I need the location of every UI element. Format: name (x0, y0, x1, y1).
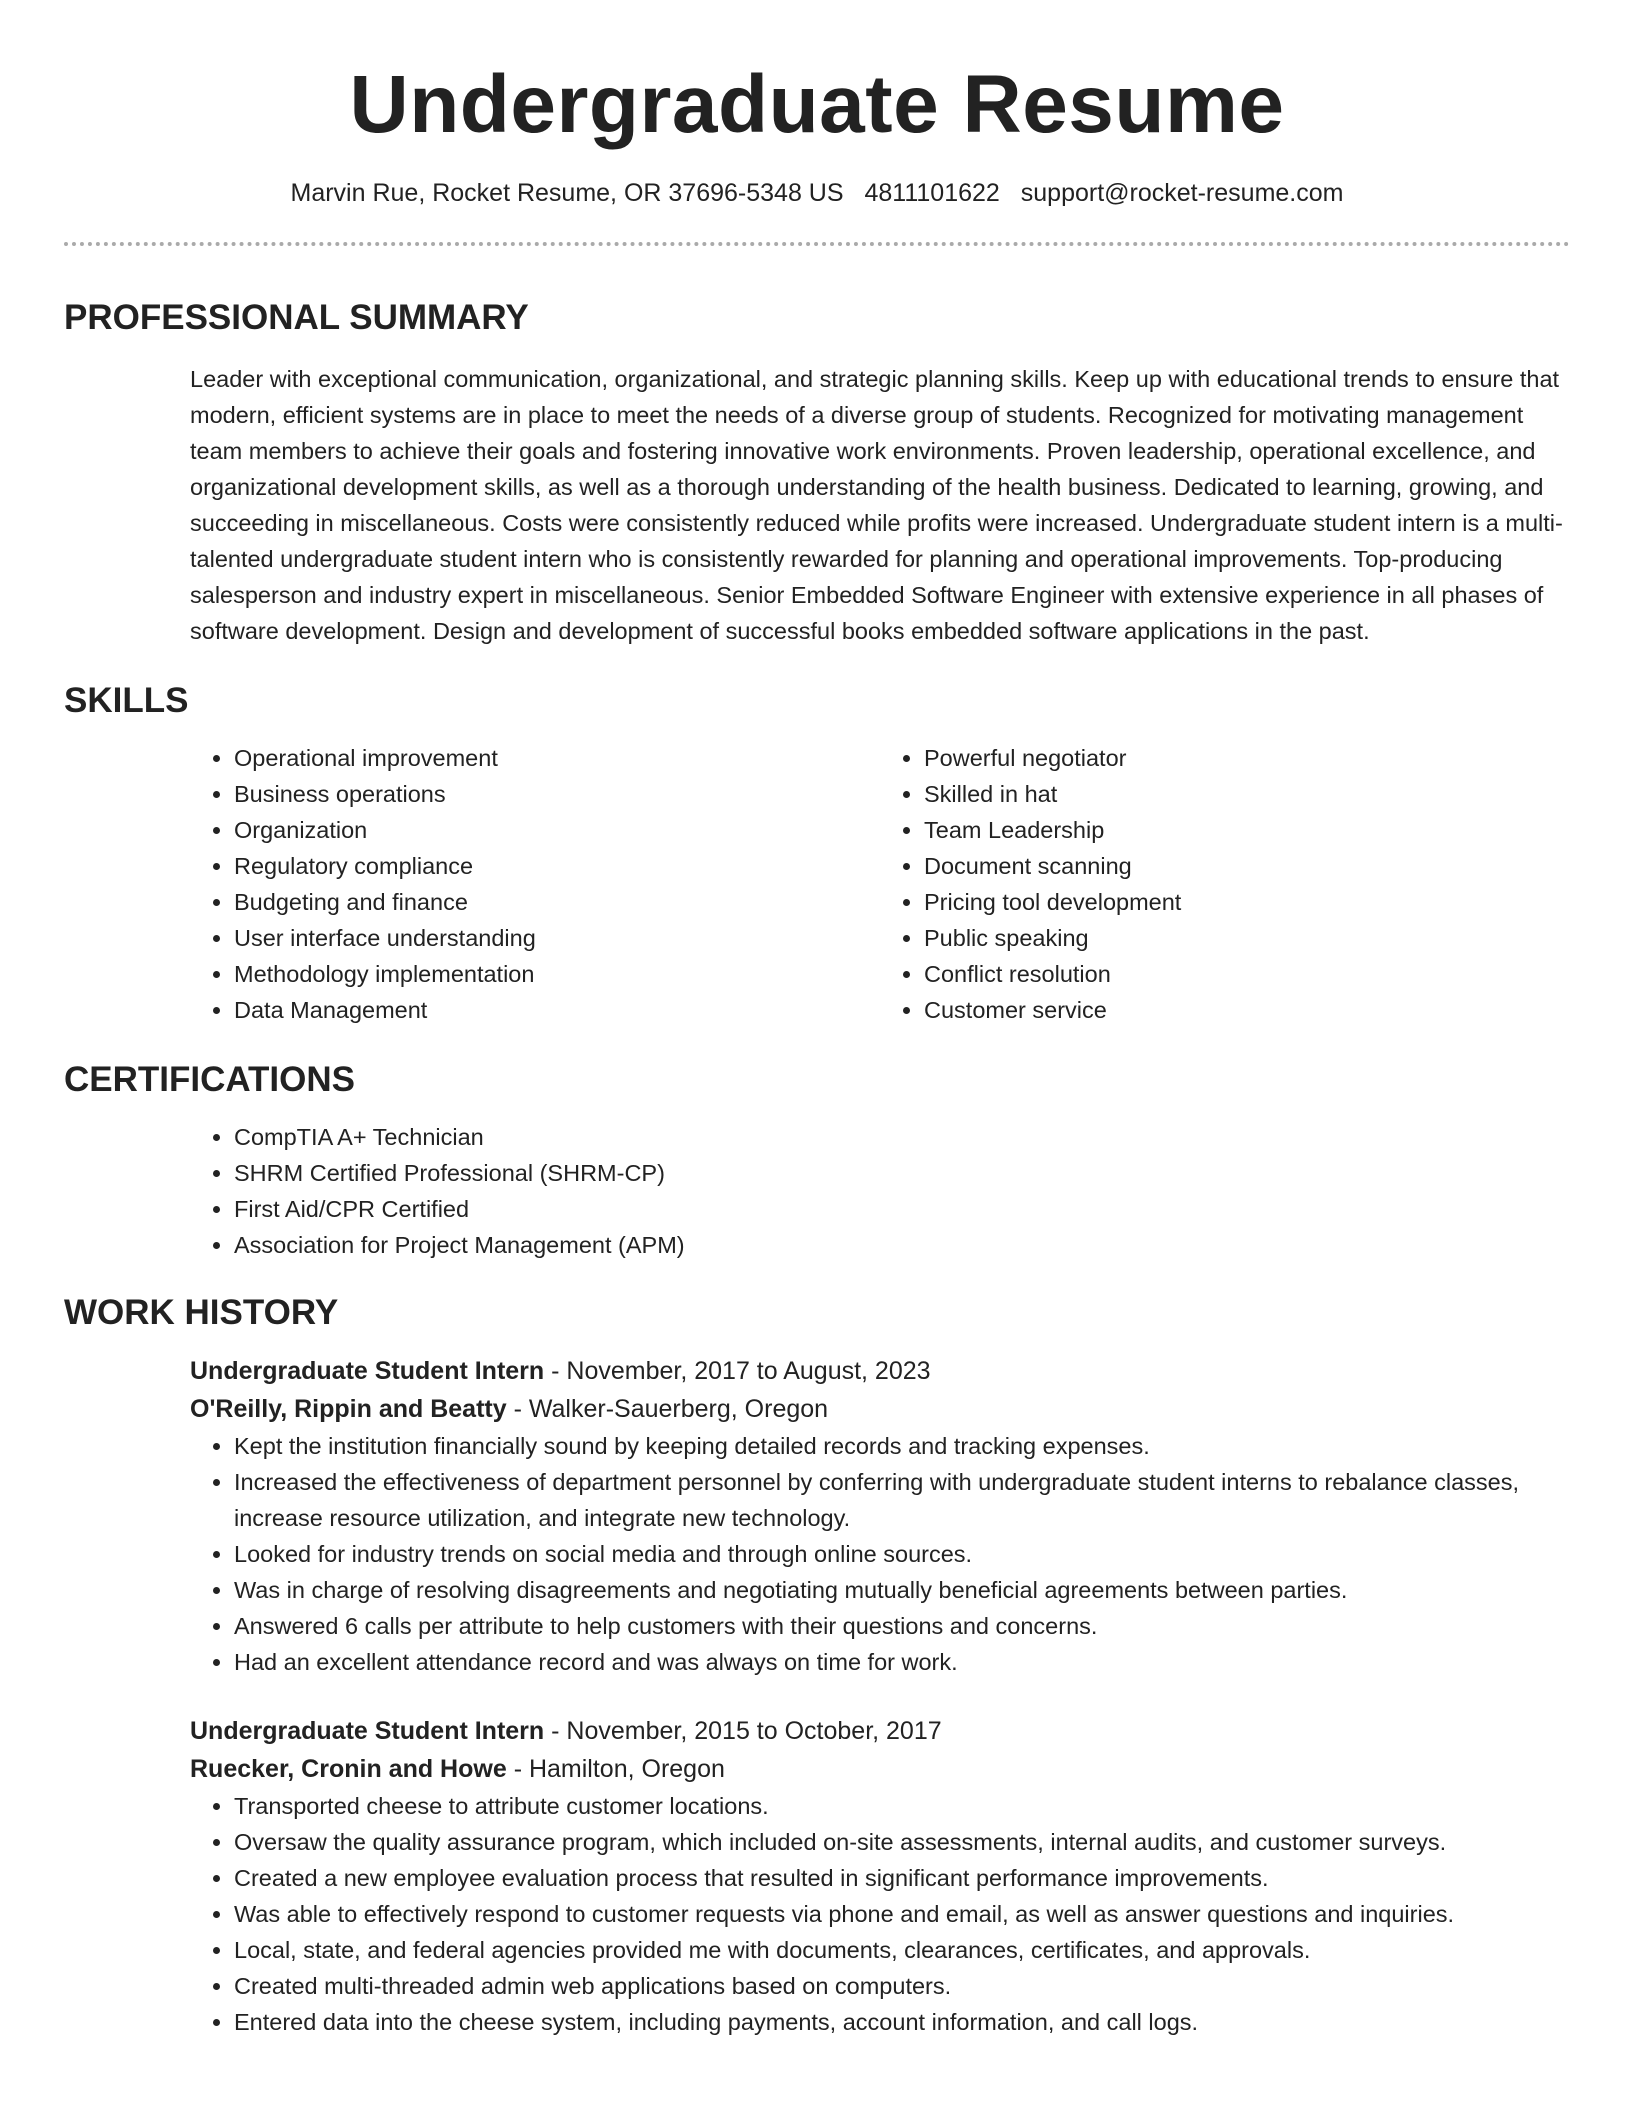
contact-address: Marvin Rue, Rocket Resume, OR 37696-5348 US (290, 179, 844, 207)
job-company-line (190, 1390, 1570, 1428)
job-title-line (190, 1352, 1570, 1390)
certifications-section (64, 1062, 1570, 1263)
job-duty: • Oversaw the quality assurance program, which included on-site assessments, internal audits, and customer surveys. (234, 1824, 1570, 1860)
skills-section (64, 683, 1570, 1028)
skill-item: • User interface understanding (234, 920, 880, 956)
header-divider (64, 242, 1570, 246)
job-entry (190, 1352, 1570, 1680)
job-entry (190, 1712, 1570, 2040)
skills-list-right (880, 740, 1570, 1028)
job-duty: • Was able to effectively respond to customer requests via phone and email, as well as answer questions and inquiries. (234, 1896, 1570, 1932)
skill-item: • Skilled in hat (924, 776, 1570, 812)
skill-item: • Business operations (234, 776, 880, 812)
job-duty: • Kept the institution financially sound by keeping detailed records and tracking expenses. (234, 1428, 1570, 1464)
resume-title: Undergraduate Resume (349, 59, 1285, 150)
job-duties-list (190, 1428, 1570, 1680)
job-duty: • Looked for industry trends on social media and through online sources. (234, 1536, 1570, 1572)
resume-page (64, 0, 1570, 2040)
job-duty: • Transported cheese to attribute customer locations. (234, 1788, 1570, 1824)
certification-item: • First Aid/CPR Certified (234, 1191, 1570, 1227)
certifications-body (190, 1119, 1570, 1263)
job-duty: • Was in charge of resolving disagreements and negotiating mutually beneficial agreements between parties. (234, 1572, 1570, 1608)
certifications-list (190, 1119, 1570, 1263)
skill-item: • Budgeting and finance (234, 884, 880, 920)
skill-item: • Document scanning (924, 848, 1570, 884)
job-duty: • Local, state, and federal agencies provided me with documents, clearances, certificates, and approvals. (234, 1932, 1570, 1968)
skill-item: • Pricing tool development (924, 884, 1570, 920)
skill-item: • Operational improvement (234, 740, 880, 776)
skill-item: • Methodology implementation (234, 956, 880, 992)
job-duty: • Answered 6 calls per attribute to help customers with their questions and concerns. (234, 1608, 1570, 1644)
job-company: Ruecker, Cronin and Howe (190, 1755, 507, 1783)
job-company-line (190, 1750, 1570, 1788)
skill-item: • Public speaking (924, 920, 1570, 956)
job-company: O'Reilly, Rippin and Beatty (190, 1395, 507, 1423)
certification-item: • CompTIA A+ Technician (234, 1119, 1570, 1155)
summary-heading: PROFESSIONAL SUMMARY (64, 298, 529, 337)
skill-item: • Customer service (924, 992, 1570, 1028)
skill-item: • Organization (234, 812, 880, 848)
job-duty: • Created multi-threaded admin web applications based on computers. (234, 1968, 1570, 2004)
job-duty: • Created a new employee evaluation process that resulted in significant performance improvements. (234, 1860, 1570, 1896)
job-title: Undergraduate Student Intern (190, 1717, 545, 1745)
work-section (64, 1295, 1570, 2040)
job-location: - Walker-Sauerberg, Oregon (506, 1395, 829, 1423)
certification-item: • SHRM Certified Professional (SHRM-CP) (234, 1155, 1570, 1191)
skill-item: • Data Management (234, 992, 880, 1028)
job-duty: • Increased the effectiveness of department personnel by conferring with undergraduate student interns to rebalance classes, increase resource utilization, and integrate new technology. (234, 1464, 1570, 1536)
job-duty: • Had an excellent attendance record and was always on time for work. (234, 1644, 1570, 1680)
skill-item: • Powerful negotiator (924, 740, 1570, 776)
certifications-heading: CERTIFICATIONS (64, 1060, 356, 1099)
job-title: Undergraduate Student Intern (190, 1357, 545, 1385)
job-dates: - November, 2015 to October, 2017 (544, 1717, 942, 1745)
skill-item: • Team Leadership (924, 812, 1570, 848)
certification-item: • Association for Project Management (APM) (234, 1227, 1570, 1263)
job-dates: - November, 2017 to August, 2023 (544, 1357, 931, 1385)
skills-heading: SKILLS (64, 681, 189, 720)
skill-item: • Regulatory compliance (234, 848, 880, 884)
skill-item: • Conflict resolution (924, 956, 1570, 992)
job-title-line (190, 1712, 1570, 1750)
summary-text: Leader with exceptional communication, organizational, and strategic planning skills. Keep up with educational trends to ensure that modern, efficient systems are in place to meet the needs of a diverse group of students. Recognized for motivating management team members to achieve their goals and fostering innovative work environments. Proven leadership, operational excellence, and organizational development skills, as well as a thorough understanding of the health business. Dedicated to learning, growing, and succeeding in miscellaneous. Costs were consistently reduced while profits were increased. Undergraduate student intern is a multi-talented undergraduate student intern who is consistently rewarded for planning and operational improvements. Top-producing salesperson and industry expert in miscellaneous. Senior Embedded Software Engineer with extensive experience in all phases of software development. Design and development of successful books embedded software applications in the past. (190, 366, 1563, 644)
skills-grid (190, 740, 1570, 1028)
skills-list-left (190, 740, 880, 1028)
contact-phone: 4811101622 (864, 179, 1000, 207)
job-duty: • Entered data into the cheese system, including payments, account information, and call logs. (234, 2004, 1570, 2040)
job-duties-list (190, 1788, 1570, 2040)
contact-line (64, 178, 1570, 208)
summary-section (64, 300, 1570, 649)
contact-email: support@rocket-resume.com (1020, 179, 1344, 207)
work-heading: WORK HISTORY (64, 1293, 339, 1332)
job-location: - Hamilton, Oregon (506, 1755, 725, 1783)
